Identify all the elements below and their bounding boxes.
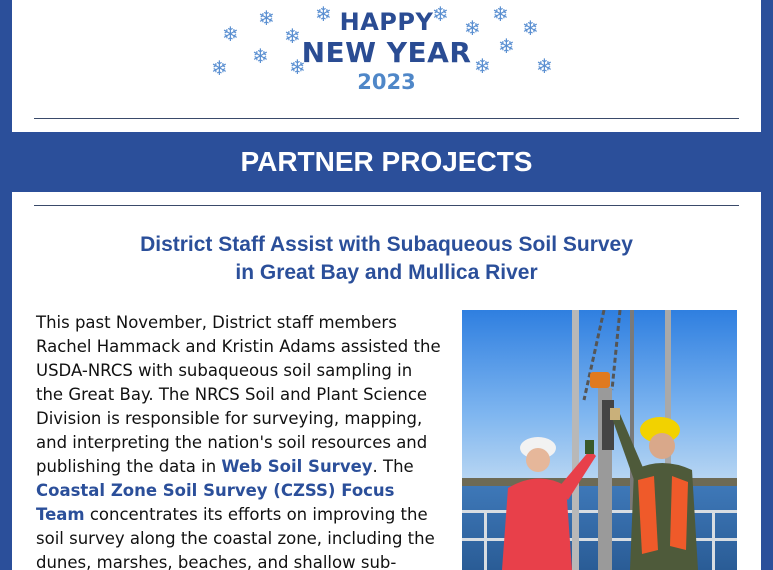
- section-title: PARTNER PROJECTS: [240, 146, 533, 177]
- body-text: . The: [372, 457, 414, 476]
- snowflake-icon: ❄: [492, 2, 509, 26]
- new-year-banner: [12, 0, 761, 108]
- divider: [34, 205, 739, 206]
- banner-year: 2023: [357, 70, 416, 94]
- web-soil-survey-link[interactable]: Web Soil Survey: [221, 457, 373, 476]
- snowflake-icon: ❄: [258, 6, 275, 30]
- snowflake-icon: ❄: [222, 22, 239, 46]
- banner-happy: HAPPY: [339, 8, 434, 36]
- article-body: [36, 311, 441, 570]
- body-text: This past November, District staff members Rachel Hammack and Kristin Adams assisted the USDA-NRCS with subaqueous soil sampling in the Great Bay. The NRCS Soil and Plant Science Division is responsible for surveying, mapping, and interpreting the nation's soil resources and publishing the data in: [36, 313, 441, 476]
- czss-focus-team-link[interactable]: Coastal Zone Soil Survey (CZSS) Focus Team: [36, 481, 395, 524]
- snowflake-icon: ❄: [474, 54, 491, 78]
- snowflake-icon: ❄: [536, 54, 553, 78]
- snowflake-icon: ❄: [464, 16, 481, 40]
- snowflake-icon: ❄: [252, 44, 269, 68]
- snowflake-icon: ❄: [522, 16, 539, 40]
- snowflake-icon: ❄: [211, 56, 228, 80]
- photo-illustration: [462, 310, 737, 570]
- divider: [34, 118, 739, 119]
- article-title-line2: in Great Bay and Mullica River: [235, 261, 538, 284]
- newsletter-page: [12, 0, 761, 570]
- field-sampling-photo: [462, 310, 737, 570]
- snowflake-icon: ❄: [432, 2, 449, 26]
- snowflake-icon: ❄: [315, 2, 332, 26]
- snowflake-icon: ❄: [284, 24, 301, 48]
- body-text: concentrates its efforts on improving the soil survey along the coastal zone, including the dunes, marshes, beaches, and shallow sub-: [36, 505, 435, 570]
- snowflake-icon: ❄: [289, 55, 306, 79]
- article-title-line1: District Staff Assist with Subaqueous Soil Survey: [140, 233, 633, 256]
- snowflake-icon: ❄: [498, 34, 515, 58]
- article-title: [34, 231, 739, 287]
- section-header-bar: [12, 132, 761, 192]
- banner-new-year: NEW YEAR: [301, 36, 472, 69]
